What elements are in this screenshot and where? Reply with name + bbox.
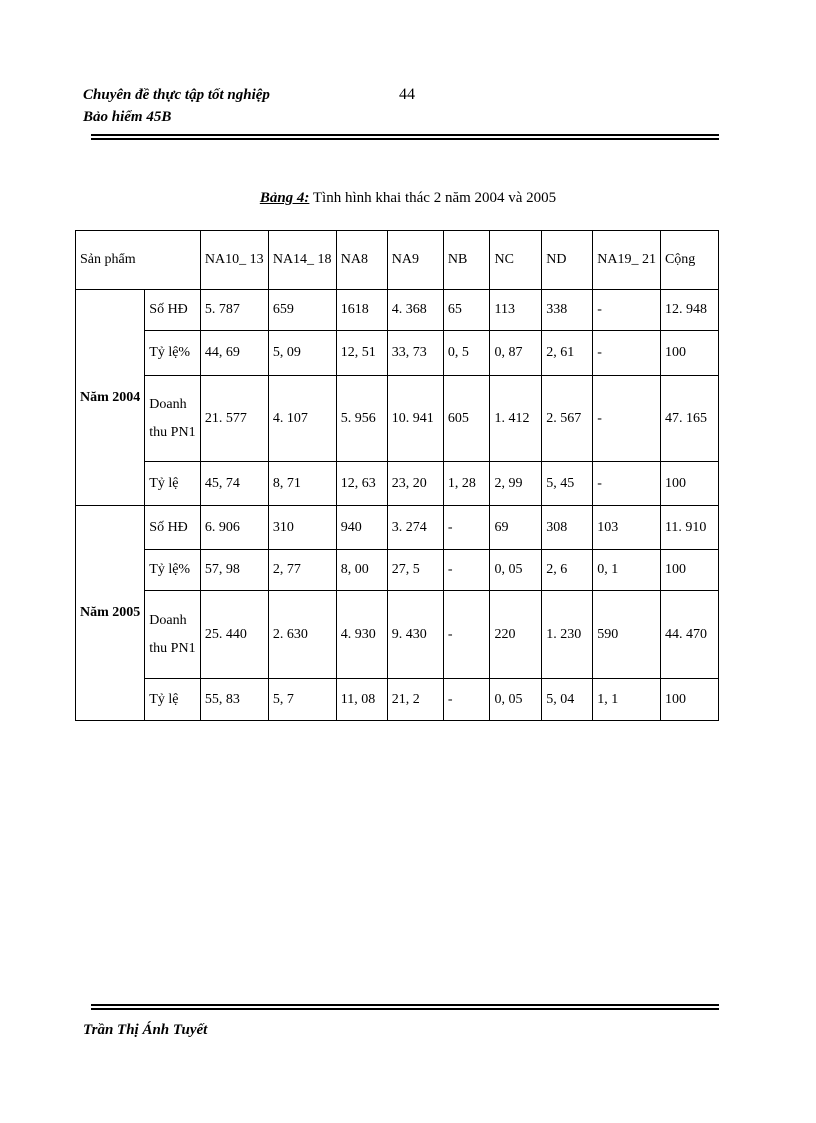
table-cell: 25. 440 [200, 591, 268, 679]
footer-divider [91, 1004, 719, 1010]
table-cell: 940 [336, 506, 387, 550]
table-cell: 2, 6 [542, 550, 593, 591]
table-cell: 8, 00 [336, 550, 387, 591]
header-cell: ND [542, 231, 593, 290]
header-cell: NA19_ 21 [593, 231, 661, 290]
table-cell: 338 [542, 290, 593, 331]
metric-label: Tỷ lệ [145, 679, 201, 721]
table-cell: 100 [660, 331, 718, 376]
table-cell: 0, 05 [490, 679, 542, 721]
table-cell: 5, 45 [542, 462, 593, 506]
table-cell: 55, 83 [200, 679, 268, 721]
footer-author: Trần Thị Ánh Tuyết [83, 1022, 208, 1038]
table-cell: 113 [490, 290, 542, 331]
table-cell: 69 [490, 506, 542, 550]
table-row [76, 506, 719, 550]
table-cell: 4. 107 [268, 376, 336, 462]
table-cell: 2, 77 [268, 550, 336, 591]
metric-label: Tỷ lệ [145, 462, 201, 506]
table-cell: 0, 1 [593, 550, 661, 591]
metric-label: Doanh thu PN1 [145, 376, 201, 462]
table-cell: 310 [268, 506, 336, 550]
table-cell: 12, 63 [336, 462, 387, 506]
year-cell-2005: Năm 2005 [76, 506, 145, 721]
table-cell: 1, 1 [593, 679, 661, 721]
table-cell: 10. 941 [387, 376, 443, 462]
table-cell: 27, 5 [387, 550, 443, 591]
table-cell: 5, 7 [268, 679, 336, 721]
header-title: Chuyên đề thực tập tốt nghiệp [83, 87, 270, 103]
page-number: 44 [399, 86, 415, 103]
data-table [75, 230, 719, 721]
table-cell: 4. 368 [387, 290, 443, 331]
table-cell: - [593, 462, 661, 506]
table-cell: 8, 71 [268, 462, 336, 506]
table-cell: 2, 99 [490, 462, 542, 506]
table-caption [0, 190, 816, 207]
table-cell: 6. 906 [200, 506, 268, 550]
table-cell: 1, 28 [443, 462, 490, 506]
table-row [76, 376, 719, 462]
table-cell: - [593, 290, 661, 331]
table-cell: 11, 08 [336, 679, 387, 721]
table-cell: 0, 87 [490, 331, 542, 376]
table-cell: 100 [660, 462, 718, 506]
table-cell: 5. 956 [336, 376, 387, 462]
table-cell: - [443, 506, 490, 550]
table-cell: 103 [593, 506, 661, 550]
table-cell: 1618 [336, 290, 387, 331]
table-cell: 605 [443, 376, 490, 462]
metric-label: Số HĐ [145, 506, 201, 550]
table-cell: 100 [660, 550, 718, 591]
table-cell: 11. 910 [660, 506, 718, 550]
table-cell: 5. 787 [200, 290, 268, 331]
table-row [76, 550, 719, 591]
table-cell: 33, 73 [387, 331, 443, 376]
table-cell: 44, 69 [200, 331, 268, 376]
metric-label: Tỷ lệ% [145, 331, 201, 376]
header-cell: NA8 [336, 231, 387, 290]
table-cell: 659 [268, 290, 336, 331]
table-row [76, 679, 719, 721]
table-row [76, 331, 719, 376]
table-cell: 9. 430 [387, 591, 443, 679]
table-cell: 65 [443, 290, 490, 331]
header-divider [91, 134, 719, 140]
header-cell-product: Sản phẩm [76, 231, 201, 290]
table-cell: 12, 51 [336, 331, 387, 376]
table-cell: 0, 5 [443, 331, 490, 376]
table-cell: - [593, 331, 661, 376]
year-cell-2004: Năm 2004 [76, 290, 145, 506]
table-cell: 2. 567 [542, 376, 593, 462]
header-subtitle: Bảo hiểm 45B [83, 109, 172, 125]
header-cell: NA14_ 18 [268, 231, 336, 290]
caption-label: Bảng 4: [259, 190, 310, 206]
header-cell: NA10_ 13 [200, 231, 268, 290]
table-cell: - [443, 679, 490, 721]
table-cell: 12. 948 [660, 290, 718, 331]
metric-label: Doanh thu PN1 [145, 591, 201, 679]
table-cell: 57, 98 [200, 550, 268, 591]
table-cell: 308 [542, 506, 593, 550]
table-cell: 21, 2 [387, 679, 443, 721]
header-cell: NC [490, 231, 542, 290]
table-row [76, 591, 719, 679]
table-header-row [76, 231, 719, 290]
document-header [83, 84, 270, 128]
table-cell: 3. 274 [387, 506, 443, 550]
table-cell: - [443, 550, 490, 591]
table-cell: 0, 05 [490, 550, 542, 591]
table-cell: 590 [593, 591, 661, 679]
header-cell: Cộng [660, 231, 718, 290]
header-cell: NA9 [387, 231, 443, 290]
table-cell: 5, 04 [542, 679, 593, 721]
table-cell: - [443, 591, 490, 679]
metric-label: Số HĐ [145, 290, 201, 331]
table-cell: 5, 09 [268, 331, 336, 376]
table-cell: 23, 20 [387, 462, 443, 506]
table-cell: - [593, 376, 661, 462]
metric-label: Tỷ lệ% [145, 550, 201, 591]
table-cell: 1. 412 [490, 376, 542, 462]
table-cell: 45, 74 [200, 462, 268, 506]
table-row [76, 462, 719, 506]
table-cell: 2. 630 [268, 591, 336, 679]
header-cell: NB [443, 231, 490, 290]
caption-text: Tình hình khai thác 2 năm 2004 và 2005 [309, 190, 557, 206]
table-row [76, 290, 719, 331]
table-cell: 100 [660, 679, 718, 721]
table-cell: 4. 930 [336, 591, 387, 679]
table-cell: 47. 165 [660, 376, 718, 462]
table-cell: 44. 470 [660, 591, 718, 679]
table-cell: 1. 230 [542, 591, 593, 679]
table-cell: 2, 61 [542, 331, 593, 376]
table-cell: 21. 577 [200, 376, 268, 462]
table-cell: 220 [490, 591, 542, 679]
